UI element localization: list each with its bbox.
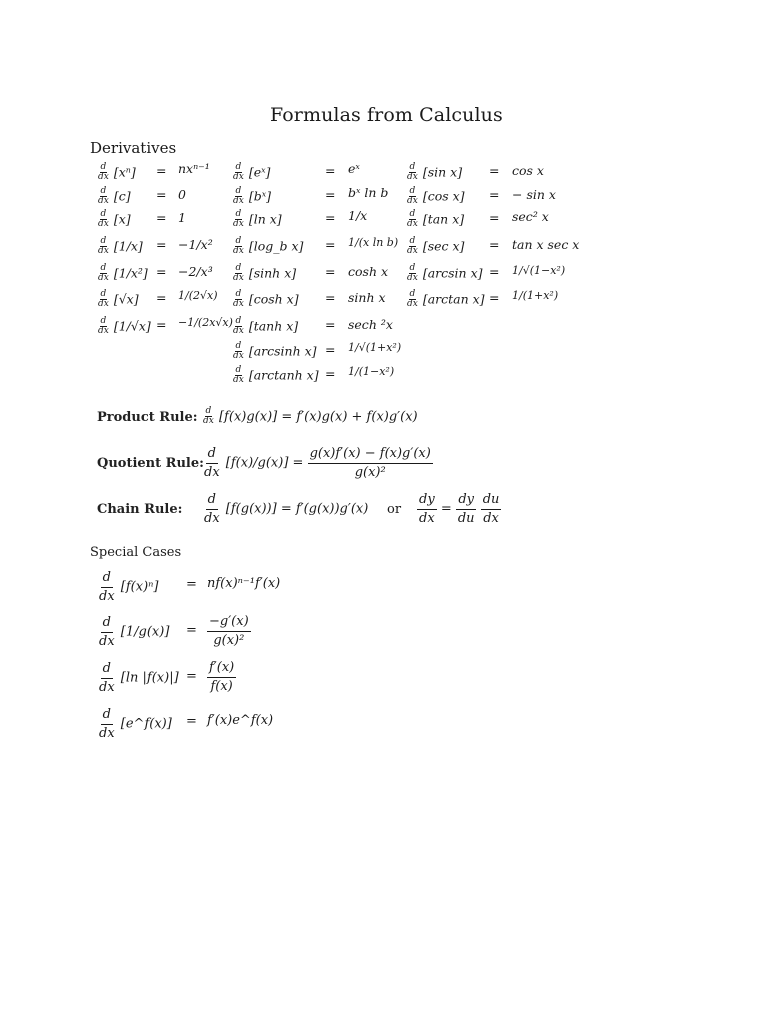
equals-sign: = — [156, 290, 167, 305]
derivative-row — [97, 187, 131, 207]
quotient-rule-formula: $\frac{d}{dx}$ [f(x)/g(x)] = $\frac{g(x)f'(x) - f(x)g'(x)}{\text{g(x)²}}$ — [204, 446, 431, 480]
derivative-lhs: [eˣ] — [248, 164, 271, 180]
derivative-row — [232, 210, 282, 230]
special-case-rhs: $\frac{f'(x)}{f(x)}$ — [209, 660, 235, 694]
chain-rule-formula: $\frac{d}{dx}$ [f(g(x))] = f′(g(x))g′(x) — [204, 492, 369, 526]
d-dx-operator: $\frac{d}{dx}$ — [98, 236, 109, 257]
derivative-rhs: −1/x² — [178, 237, 213, 252]
derivative-rhs: 1/(x ln b) — [348, 236, 399, 249]
derivative-rhs: −2/x³ — [178, 264, 213, 279]
derivative-lhs: [1/x²] — [113, 265, 148, 281]
derivative-lhs: [ln x] — [248, 211, 282, 227]
quotient-rule-label: Quotient Rule: — [97, 456, 204, 471]
d-dx-operator: $\frac{d}{dx}$ — [99, 707, 115, 741]
derivative-lhs: [sec x] — [422, 238, 465, 254]
derivative-row — [97, 264, 148, 284]
derivative-row — [232, 187, 271, 207]
derivative-rhs: 1/(2√x) — [178, 289, 218, 302]
d-dx-operator: $\frac{d}{dx}$ — [99, 661, 115, 695]
product-rule-label: Product Rule: — [97, 410, 198, 425]
derivative-rhs: bˣ ln b — [348, 185, 389, 200]
derivative-lhs: [arctan x] — [422, 291, 485, 307]
chain-rule-label: Chain Rule: — [97, 502, 183, 517]
equals-sign: = — [325, 264, 336, 279]
d-dx-operator: $\frac{d}{dx}$ — [204, 446, 220, 480]
d-dx-operator: $\frac{d}{dx}$ — [203, 406, 214, 427]
derivative-rhs: sech ²x — [348, 317, 393, 332]
derivative-lhs: [1/√x] — [113, 318, 151, 334]
derivative-row — [232, 342, 317, 362]
equals-sign: = — [489, 290, 500, 305]
derivative-rhs: 1/(1−x²) — [348, 365, 395, 378]
d-dx-operator: $\frac{d}{dx}$ — [98, 289, 109, 310]
derivative-lhs: [tan x] — [422, 211, 465, 227]
derivative-lhs: [1/x] — [113, 238, 143, 254]
derivative-row — [232, 366, 319, 386]
derivative-row — [406, 237, 464, 257]
d-dx-operator: $\frac{d}{dx}$ — [99, 615, 115, 649]
d-dx-operator: $\frac{d}{dx}$ — [233, 209, 244, 230]
d-dx-operator: $\frac{d}{dx}$ — [98, 316, 109, 337]
d-dx-operator: $\frac{d}{dx}$ — [233, 263, 244, 284]
derivative-row — [232, 163, 270, 183]
equals-sign: = — [186, 669, 197, 684]
derivative-lhs: [log_b x] — [248, 238, 304, 254]
special-case-row: $\frac{d}{dx}$ [f(x)ⁿ] — [99, 570, 159, 604]
special-case-rhs: nf(x)ⁿ⁻¹f′(x) — [207, 576, 281, 591]
equals-sign: = — [325, 210, 336, 225]
derivative-row — [406, 210, 464, 230]
derivative-lhs: [c] — [113, 188, 131, 204]
derivative-rhs: 1/x — [348, 208, 368, 223]
derivative-lhs: [x] — [113, 211, 131, 227]
derivative-lhs: [arcsinh x] — [248, 343, 317, 359]
equals-sign: = — [156, 163, 167, 178]
equals-sign: = — [156, 237, 167, 252]
derivative-rhs: 0 — [178, 187, 186, 202]
equals-sign: = — [489, 210, 500, 225]
d-dx-operator: $\frac{d}{dx}$ — [407, 236, 418, 257]
equals-sign: = — [325, 290, 336, 305]
derivative-rhs: −1/(2x√x) — [178, 316, 233, 329]
equals-sign: = — [489, 237, 500, 252]
equals-sign: = — [156, 317, 167, 332]
derivative-row — [97, 317, 151, 337]
d-dx-operator: $\frac{d}{dx}$ — [407, 162, 418, 183]
derivative-lhs: [arctanh x] — [248, 367, 319, 383]
derivative-lhs: [√x] — [113, 291, 139, 307]
d-dx-operator: $\frac{d}{dx}$ — [407, 209, 418, 230]
derivative-row — [232, 237, 303, 257]
equals-sign: = — [186, 714, 197, 729]
d-dx-operator: $\frac{d}{dx}$ — [407, 289, 418, 310]
equals-sign: = — [489, 264, 500, 279]
derivative-row — [406, 187, 465, 207]
derivative-lhs: [cos x] — [422, 188, 465, 204]
equals-sign: = — [325, 317, 336, 332]
d-dx-operator: $\frac{d}{dx}$ — [98, 263, 109, 284]
d-dx-operator: $\frac{d}{dx}$ — [98, 186, 109, 207]
special-cases-heading: Special Cases — [90, 545, 182, 560]
d-dx-operator: $\frac{d}{dx}$ — [407, 186, 418, 207]
derivative-lhs: [sin x] — [422, 164, 463, 180]
derivative-rhs: − sin x — [512, 187, 556, 202]
d-dx-operator: $\frac{d}{dx}$ — [407, 263, 418, 284]
derivative-rhs: eˣ — [348, 161, 360, 176]
d-dx-operator: $\frac{d}{dx}$ — [233, 289, 244, 310]
special-case-row: $\frac{d}{dx}$ [1/g(x)] — [99, 615, 170, 649]
d-dx-operator: $\frac{d}{dx}$ — [233, 236, 244, 257]
equals-sign: = — [156, 187, 167, 202]
derivative-lhs: [xⁿ] — [113, 164, 136, 180]
derivative-rhs: cosh x — [348, 264, 389, 279]
derivative-row — [232, 317, 298, 337]
derivative-lhs: [cosh x] — [248, 291, 299, 307]
derivative-row — [406, 264, 483, 284]
chain-rule-or: or — [387, 502, 402, 517]
d-dx-operator: $\frac{d}{dx}$ — [99, 570, 115, 604]
special-case-row: $\frac{d}{dx}$ [ln |f(x)|] — [99, 661, 179, 695]
equals-sign: = — [186, 577, 197, 592]
derivative-lhs: [sinh x] — [248, 265, 297, 281]
d-dx-operator: $\frac{d}{dx}$ — [233, 341, 244, 362]
equals-sign: = — [325, 163, 336, 178]
derivative-row — [232, 290, 299, 310]
derivative-rhs: nxⁿ⁻¹ — [178, 161, 210, 176]
derivative-row — [97, 290, 139, 310]
special-case-row: $\frac{d}{dx}$ [e^f(x)] — [99, 707, 172, 741]
derivative-row — [97, 210, 131, 230]
equals-sign: = — [489, 163, 500, 178]
derivative-lhs: [bˣ] — [248, 188, 272, 204]
d-dx-operator: $\frac{d}{dx}$ — [98, 162, 109, 183]
product-rule-formula: $\frac{d}{dx}$ [f(x)g(x)] = f′(x)g(x) + f(x)g′(x) — [203, 406, 418, 427]
derivative-rhs: 1/(1+x²) — [512, 289, 559, 302]
d-dx-operator: $\frac{d}{dx}$ — [98, 209, 109, 230]
page-title: Formulas from Calculus — [270, 104, 503, 126]
derivative-rhs: 1 — [178, 210, 186, 225]
equals-sign: = — [325, 342, 336, 357]
equals-sign: = — [156, 210, 167, 225]
d-dx-operator: $\frac{d}{dx}$ — [233, 316, 244, 337]
derivative-row — [97, 237, 143, 257]
derivative-rhs: sec² x — [512, 209, 549, 224]
equals-sign: = — [489, 187, 500, 202]
equals-sign: = — [186, 623, 197, 638]
d-dx-operator: $\frac{d}{dx}$ — [204, 492, 220, 526]
d-dx-operator: $\frac{d}{dx}$ — [233, 162, 244, 183]
derivative-rhs: 1/√(1−x²) — [512, 264, 566, 277]
d-dx-operator: $\frac{d}{dx}$ — [233, 365, 244, 386]
chain-rule-leibniz: $\frac{dy}{dx}$ = $\frac{dy}{du}$ $\frac{du}{dx}$ — [419, 492, 500, 526]
derivative-row — [406, 290, 485, 310]
quotient-result-fraction: $\frac{g(x)f'(x) - f(x)g'(x)}{\text{g(x)²}}$ — [309, 446, 431, 480]
derivative-row — [97, 163, 136, 183]
equals-sign: = — [325, 237, 336, 252]
d-dx-operator: $\frac{d}{dx}$ — [233, 186, 244, 207]
derivative-row — [232, 264, 296, 284]
derivative-rhs: cos x — [512, 163, 544, 178]
special-case-rhs: $\frac{-g'(x)}{\text{g(x)²}}$ — [209, 614, 249, 648]
equals-sign: = — [325, 187, 336, 202]
equals-sign: = — [156, 264, 167, 279]
derivative-rhs: 1/√(1+x²) — [348, 341, 402, 354]
derivative-lhs: [arcsin x] — [422, 265, 483, 281]
derivative-rhs: tan x sec x — [512, 237, 580, 252]
derivative-row — [406, 163, 462, 183]
derivative-lhs: [tanh x] — [248, 318, 299, 334]
derivative-rhs: sinh x — [348, 290, 386, 305]
special-case-rhs: f′(x)e^f(x) — [207, 713, 274, 728]
derivatives-heading: Derivatives — [90, 139, 177, 157]
equals-sign: = — [325, 366, 336, 381]
